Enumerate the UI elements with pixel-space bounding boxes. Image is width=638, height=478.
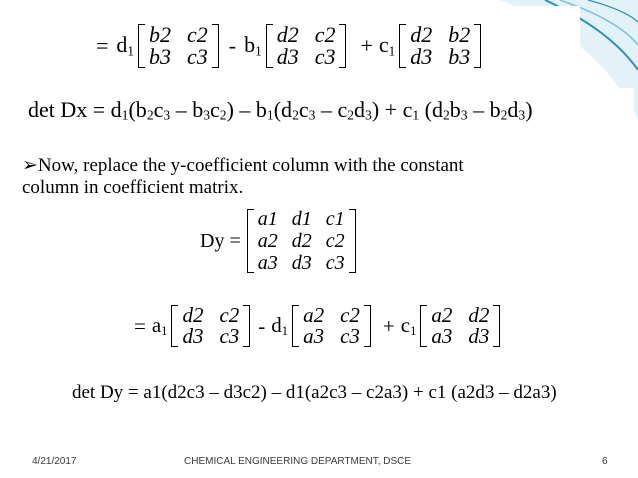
subscript: 2 xyxy=(347,107,355,123)
eq2-op1: - xyxy=(258,313,266,338)
formula-text: c xyxy=(298,97,309,122)
matrix-cell: c3 xyxy=(187,44,208,69)
matrix-cell: d2 xyxy=(291,230,312,252)
matrix-cell: c2 xyxy=(340,303,360,327)
arrow-bullet-icon: ➢ xyxy=(22,155,38,176)
formula-text: ) + c xyxy=(371,97,413,122)
matrix-cell: a1 xyxy=(257,208,278,230)
formula-text: ) – b xyxy=(226,97,267,122)
matrix-cell: c3 xyxy=(340,324,360,348)
eq1-t2-coef xyxy=(244,32,262,59)
matrix-cell: d2 xyxy=(410,22,433,47)
subscript: 2 xyxy=(500,107,508,123)
matrix-cell: a3 xyxy=(431,324,453,348)
formula-text: b xyxy=(449,97,461,122)
dy-lhs: Dy = xyxy=(200,229,241,252)
eq1-t1-coef-sub: 1 xyxy=(127,43,135,59)
eq1-equals: = xyxy=(96,33,109,58)
subscript: 3 xyxy=(365,107,372,123)
dy-matrix xyxy=(247,209,356,273)
matrix-cell: c3 xyxy=(219,324,240,348)
eq1-op1: - xyxy=(228,33,237,58)
eq1-t2-matrix xyxy=(266,24,347,68)
eq1-row xyxy=(96,14,483,78)
subscript: 3 xyxy=(308,107,316,123)
instruction-line1: Now, replace the y-coefficient column with the constant xyxy=(37,155,464,176)
eq2-t1-coef-letter: a xyxy=(151,312,162,337)
dy-row xyxy=(200,204,358,278)
matrix-cell: b3 xyxy=(149,44,172,69)
subscript: 3 xyxy=(163,107,171,123)
eq2-op2: + xyxy=(382,313,395,338)
matrix-cell: c3 xyxy=(325,252,345,274)
matrix-cell: d3 xyxy=(410,44,433,69)
formula-text: d xyxy=(354,97,366,122)
eq2-t2-coef-letter: d xyxy=(271,312,282,337)
formula-text: ) xyxy=(525,97,533,122)
eq1-t1-matrix xyxy=(138,24,219,68)
matrix-cell: d3 xyxy=(182,324,204,348)
eq2-t3-matrix xyxy=(420,305,500,347)
formula-text: – b xyxy=(170,97,204,122)
eq2-equals: = xyxy=(134,313,146,338)
matrix-cell: c2 xyxy=(187,22,208,47)
formula-text: d xyxy=(507,97,519,122)
eq1-t2-coef-sub: 1 xyxy=(255,43,262,59)
matrix-cell: a3 xyxy=(257,252,278,274)
eq2-t1-coef xyxy=(152,313,168,339)
matrix-cell: c1 xyxy=(325,208,345,230)
matrix-cell: d3 xyxy=(291,252,312,274)
subscript: 2 xyxy=(219,107,227,123)
eq1-t2-coef-letter: b xyxy=(244,32,256,58)
formula-text: (d xyxy=(273,97,293,122)
eq2-t3-coef-letter: c xyxy=(400,312,411,337)
footer-page-number: 6 xyxy=(602,456,608,467)
matrix-cell: a2 xyxy=(257,230,278,252)
matrix-cell: d2 xyxy=(276,22,299,47)
det-dx-terms xyxy=(122,97,533,122)
matrix-cell: d3 xyxy=(276,44,299,69)
eq1-op2: + xyxy=(360,33,373,58)
det-dy-formula: det Dy = a1(d2c3 – d3c2) – d1(a2c3 – c2a3) + c1 (a2d3 – d2a3) xyxy=(72,382,557,403)
eq1-t3-matrix xyxy=(399,24,481,68)
formula-text: – b xyxy=(467,97,501,122)
eq1-t1-coef-letter: d xyxy=(116,32,128,58)
matrix-cell: c2 xyxy=(219,303,240,327)
subscript: 1 xyxy=(412,107,420,123)
matrix-cell: a2 xyxy=(303,303,325,327)
subscript: 1 xyxy=(266,107,274,123)
eq2-t3-coef xyxy=(401,313,417,339)
formula-text: c xyxy=(153,97,164,122)
subscript: 2 xyxy=(146,107,154,123)
matrix-cell: c2 xyxy=(314,22,336,47)
matrix-cell: d2 xyxy=(182,303,204,327)
subscript: 2 xyxy=(442,107,450,123)
subscript: 2 xyxy=(292,107,299,123)
eq1-t3-coef-letter: c xyxy=(378,32,389,58)
matrix-cell: c2 xyxy=(325,230,345,252)
eq2-t2-coef xyxy=(271,313,288,339)
matrix-cell: a3 xyxy=(303,324,325,348)
matrix-cell: d3 xyxy=(468,324,490,348)
formula-text: (d xyxy=(419,97,443,122)
formula-text: (b xyxy=(128,97,147,122)
subscript: 1 xyxy=(121,107,129,123)
formula-text: – c xyxy=(315,97,348,122)
formula-text: c xyxy=(210,97,220,122)
eq1-t3-coef xyxy=(379,32,395,59)
eq1-t3-coef-sub: 1 xyxy=(388,43,396,59)
eq2-t2-matrix xyxy=(292,305,371,347)
footer-department: CHEMICAL ENGINEERING DEPARTMENT, DSCE xyxy=(184,456,412,467)
matrix-cell: c3 xyxy=(314,44,336,69)
eq2-row xyxy=(134,296,502,356)
subscript: 3 xyxy=(460,107,468,123)
footer-date: 4/21/2017 xyxy=(32,456,77,467)
subscript: 3 xyxy=(518,107,526,123)
instruction-line2: column in coefficient matrix. xyxy=(22,177,244,198)
subscript: 3 xyxy=(203,107,211,123)
matrix-cell: d1 xyxy=(291,208,312,230)
matrix-cell: b2 xyxy=(448,22,471,47)
det-dx-formula xyxy=(28,97,533,124)
instruction-text xyxy=(22,155,582,199)
eq1-t1-coef xyxy=(116,32,134,59)
det-dx-lhs: det Dx = d xyxy=(28,97,122,122)
matrix-cell: b3 xyxy=(448,44,471,69)
eq2-t1-matrix xyxy=(171,305,250,347)
eq2-t3-coef-sub: 1 xyxy=(410,324,417,339)
eq2-t1-coef-sub: 1 xyxy=(161,324,168,339)
matrix-cell: a2 xyxy=(431,303,453,327)
matrix-cell: b2 xyxy=(149,22,172,47)
eq2-t2-coef-sub: 1 xyxy=(281,324,289,339)
matrix-cell: d2 xyxy=(468,303,490,327)
